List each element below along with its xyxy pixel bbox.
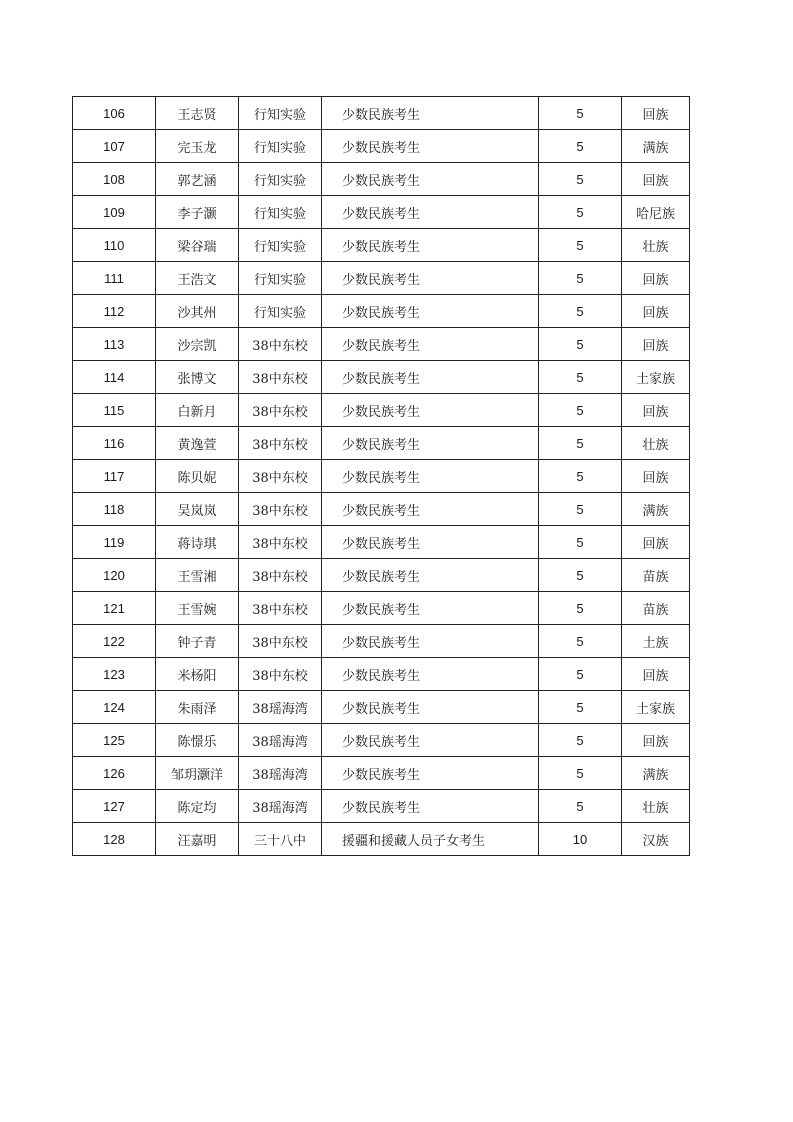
table-row: [73, 262, 690, 295]
cell-student-name: 黄逸萱: [156, 427, 239, 460]
cell-bonus-points: 5: [539, 526, 622, 559]
cell-bonus-points: 5: [539, 658, 622, 691]
table-row: [73, 790, 690, 823]
cell-bonus-category: 少数民族考生: [322, 724, 539, 757]
cell-school: 38瑶海湾: [239, 691, 322, 724]
cell-bonus-category: 少数民族考生: [322, 163, 539, 196]
cell-student-name: 王雪湘: [156, 559, 239, 592]
cell-serial-number: 125: [73, 724, 156, 757]
table-row: [73, 130, 690, 163]
cell-student-name: 沙宗凯: [156, 328, 239, 361]
table-row: [73, 427, 690, 460]
cell-bonus-points: 5: [539, 427, 622, 460]
cell-student-name: 邹玥灏洋: [156, 757, 239, 790]
cell-ethnicity: 哈尼族: [622, 196, 690, 229]
cell-student-name: 蒋诗琪: [156, 526, 239, 559]
cell-bonus-category: 少数民族考生: [322, 592, 539, 625]
table-row: [73, 823, 690, 856]
cell-bonus-points: 5: [539, 691, 622, 724]
cell-ethnicity: 回族: [622, 262, 690, 295]
cell-serial-number: 123: [73, 658, 156, 691]
cell-serial-number: 114: [73, 361, 156, 394]
table-row: [73, 361, 690, 394]
cell-bonus-category: 少数民族考生: [322, 790, 539, 823]
cell-student-name: 白新月: [156, 394, 239, 427]
cell-ethnicity: 满族: [622, 493, 690, 526]
table-row: [73, 163, 690, 196]
table-row: [73, 328, 690, 361]
cell-school: 行知实验: [239, 163, 322, 196]
cell-bonus-points: 5: [539, 130, 622, 163]
cell-ethnicity: 回族: [622, 295, 690, 328]
cell-ethnicity: 回族: [622, 724, 690, 757]
roster-table-body: [73, 97, 690, 856]
cell-serial-number: 106: [73, 97, 156, 130]
cell-school: 行知实验: [239, 130, 322, 163]
cell-school: 38中东校: [239, 460, 322, 493]
cell-student-name: 张博文: [156, 361, 239, 394]
cell-serial-number: 121: [73, 592, 156, 625]
cell-serial-number: 107: [73, 130, 156, 163]
cell-ethnicity: 汉族: [622, 823, 690, 856]
cell-student-name: 陈定均: [156, 790, 239, 823]
cell-bonus-points: 5: [539, 295, 622, 328]
cell-serial-number: 112: [73, 295, 156, 328]
table-row: [73, 625, 690, 658]
cell-bonus-category: 少数民族考生: [322, 196, 539, 229]
cell-student-name: 陈憬乐: [156, 724, 239, 757]
cell-ethnicity: 土家族: [622, 691, 690, 724]
cell-bonus-category: 少数民族考生: [322, 229, 539, 262]
cell-school: 三十八中: [239, 823, 322, 856]
cell-bonus-category: 少数民族考生: [322, 559, 539, 592]
cell-bonus-category: 少数民族考生: [322, 757, 539, 790]
cell-serial-number: 122: [73, 625, 156, 658]
table-row: [73, 559, 690, 592]
cell-student-name: 完玉龙: [156, 130, 239, 163]
cell-bonus-points: 5: [539, 196, 622, 229]
cell-student-name: 沙其州: [156, 295, 239, 328]
cell-school: 38中东校: [239, 526, 322, 559]
cell-serial-number: 120: [73, 559, 156, 592]
cell-bonus-points: 5: [539, 790, 622, 823]
table-row: [73, 460, 690, 493]
cell-serial-number: 118: [73, 493, 156, 526]
cell-serial-number: 109: [73, 196, 156, 229]
cell-student-name: 王浩文: [156, 262, 239, 295]
cell-bonus-points: 5: [539, 757, 622, 790]
table-row: [73, 757, 690, 790]
roster-table: [72, 96, 690, 856]
table-row: [73, 724, 690, 757]
cell-ethnicity: 回族: [622, 526, 690, 559]
cell-student-name: 米杨阳: [156, 658, 239, 691]
cell-serial-number: 116: [73, 427, 156, 460]
cell-ethnicity: 苗族: [622, 592, 690, 625]
cell-bonus-category: 少数民族考生: [322, 691, 539, 724]
cell-bonus-points: 5: [539, 262, 622, 295]
table-row: [73, 592, 690, 625]
cell-bonus-points: 5: [539, 559, 622, 592]
cell-ethnicity: 回族: [622, 658, 690, 691]
cell-school: 38中东校: [239, 493, 322, 526]
cell-bonus-points: 5: [539, 460, 622, 493]
table-row: [73, 229, 690, 262]
cell-student-name: 梁谷瑞: [156, 229, 239, 262]
cell-ethnicity: 土家族: [622, 361, 690, 394]
table-row: [73, 394, 690, 427]
cell-bonus-category: 援疆和援藏人员子女考生: [322, 823, 539, 856]
cell-school: 38中东校: [239, 625, 322, 658]
cell-student-name: 汪嘉明: [156, 823, 239, 856]
cell-serial-number: 126: [73, 757, 156, 790]
cell-student-name: 陈贝妮: [156, 460, 239, 493]
cell-bonus-points: 10: [539, 823, 622, 856]
cell-school: 行知实验: [239, 262, 322, 295]
cell-serial-number: 110: [73, 229, 156, 262]
cell-student-name: 王志贤: [156, 97, 239, 130]
cell-ethnicity: 壮族: [622, 790, 690, 823]
cell-serial-number: 119: [73, 526, 156, 559]
table-row: [73, 97, 690, 130]
cell-ethnicity: 壮族: [622, 229, 690, 262]
cell-bonus-category: 少数民族考生: [322, 97, 539, 130]
cell-student-name: 李子灏: [156, 196, 239, 229]
cell-student-name: 郭艺涵: [156, 163, 239, 196]
cell-bonus-points: 5: [539, 625, 622, 658]
cell-school: 38中东校: [239, 658, 322, 691]
cell-school: 行知实验: [239, 229, 322, 262]
table-row: [73, 526, 690, 559]
cell-student-name: 王雪婉: [156, 592, 239, 625]
cell-ethnicity: 土族: [622, 625, 690, 658]
table-row: [73, 493, 690, 526]
cell-school: 38中东校: [239, 559, 322, 592]
cell-bonus-points: 5: [539, 361, 622, 394]
cell-serial-number: 128: [73, 823, 156, 856]
cell-student-name: 朱雨泽: [156, 691, 239, 724]
cell-bonus-points: 5: [539, 163, 622, 196]
cell-bonus-category: 少数民族考生: [322, 361, 539, 394]
cell-bonus-category: 少数民族考生: [322, 460, 539, 493]
table-row: [73, 196, 690, 229]
cell-bonus-category: 少数民族考生: [322, 658, 539, 691]
cell-school: 38瑶海湾: [239, 790, 322, 823]
cell-serial-number: 115: [73, 394, 156, 427]
cell-ethnicity: 满族: [622, 757, 690, 790]
cell-ethnicity: 回族: [622, 163, 690, 196]
table-row: [73, 691, 690, 724]
cell-school: 38中东校: [239, 328, 322, 361]
cell-serial-number: 108: [73, 163, 156, 196]
cell-school: 38中东校: [239, 361, 322, 394]
cell-school: 38中东校: [239, 427, 322, 460]
cell-ethnicity: 回族: [622, 97, 690, 130]
cell-bonus-category: 少数民族考生: [322, 262, 539, 295]
cell-bonus-points: 5: [539, 592, 622, 625]
cell-serial-number: 127: [73, 790, 156, 823]
cell-bonus-points: 5: [539, 493, 622, 526]
cell-school: 38瑶海湾: [239, 724, 322, 757]
cell-ethnicity: 回族: [622, 460, 690, 493]
cell-serial-number: 124: [73, 691, 156, 724]
cell-serial-number: 113: [73, 328, 156, 361]
cell-bonus-category: 少数民族考生: [322, 526, 539, 559]
cell-student-name: 吴岚岚: [156, 493, 239, 526]
cell-bonus-points: 5: [539, 229, 622, 262]
cell-school: 38中东校: [239, 394, 322, 427]
cell-bonus-category: 少数民族考生: [322, 625, 539, 658]
cell-bonus-points: 5: [539, 394, 622, 427]
cell-bonus-category: 少数民族考生: [322, 295, 539, 328]
cell-ethnicity: 满族: [622, 130, 690, 163]
cell-bonus-points: 5: [539, 724, 622, 757]
cell-ethnicity: 苗族: [622, 559, 690, 592]
cell-serial-number: 117: [73, 460, 156, 493]
cell-bonus-category: 少数民族考生: [322, 427, 539, 460]
cell-bonus-category: 少数民族考生: [322, 493, 539, 526]
cell-school: 行知实验: [239, 97, 322, 130]
cell-school: 行知实验: [239, 196, 322, 229]
cell-ethnicity: 壮族: [622, 427, 690, 460]
table-row: [73, 658, 690, 691]
cell-ethnicity: 回族: [622, 328, 690, 361]
cell-student-name: 钟子青: [156, 625, 239, 658]
cell-serial-number: 111: [73, 262, 156, 295]
cell-bonus-points: 5: [539, 328, 622, 361]
table-row: [73, 295, 690, 328]
cell-ethnicity: 回族: [622, 394, 690, 427]
cell-bonus-category: 少数民族考生: [322, 394, 539, 427]
cell-school: 38瑶海湾: [239, 757, 322, 790]
cell-bonus-category: 少数民族考生: [322, 328, 539, 361]
cell-school: 38中东校: [239, 592, 322, 625]
cell-school: 行知实验: [239, 295, 322, 328]
cell-bonus-category: 少数民族考生: [322, 130, 539, 163]
cell-bonus-points: 5: [539, 97, 622, 130]
